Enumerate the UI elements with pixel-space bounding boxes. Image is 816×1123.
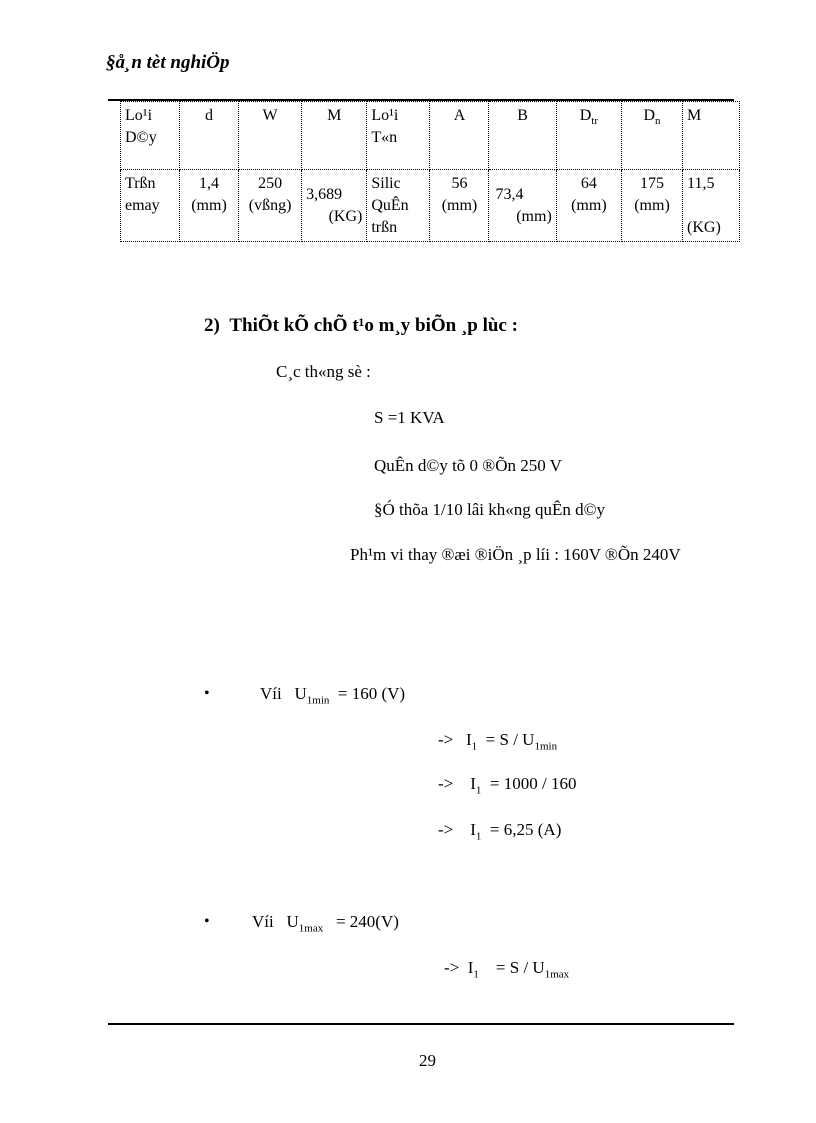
table-header-row bbox=[121, 102, 740, 170]
calc2-condition: Víi $U_{1max}$ = 240(V) bbox=[252, 912, 399, 935]
th-m: M bbox=[302, 102, 367, 170]
bullet-dot: • bbox=[204, 913, 210, 930]
param-s: S =1 KVA bbox=[374, 408, 445, 427]
td-a: 56 (mm) bbox=[430, 170, 489, 242]
param-range: Ph¹m vi thay ®æi ®iÖn ¸p líi : 160V ®Õn 240V bbox=[350, 545, 681, 564]
th-loai-day: Lo¹i D©y bbox=[121, 102, 180, 170]
th-loai-ton: Lo¹i T«n bbox=[367, 102, 430, 170]
section-heading: 2) ThiÕt kÕ chÕ t¹o m¸y biÕn ¸p lùc : bbox=[204, 315, 518, 336]
th-w: W bbox=[239, 102, 302, 170]
bullet-dot: • bbox=[204, 685, 210, 702]
td-w: 250 (vßng) bbox=[239, 170, 302, 242]
calc2-line1: -> $I_1$ = S / $U_{1max}$ bbox=[444, 958, 570, 981]
page-number: 29 bbox=[419, 1051, 436, 1070]
th-d: d bbox=[180, 102, 239, 170]
calc1-line1: -> $I_1 = S / U_{1min}$ bbox=[438, 730, 558, 753]
td-loai-ton: Silic QuÊn trßn bbox=[367, 170, 430, 242]
td-m: 3,689 (KG) bbox=[302, 170, 367, 242]
td-m2: 11,5 (KG) bbox=[683, 170, 740, 242]
th-dn: $D_n$ bbox=[621, 102, 682, 170]
running-header-title: §å¸n tèt nghiÖp bbox=[106, 52, 230, 73]
calc1-line3: -> $I_1 = 6,25$ (A) bbox=[438, 820, 562, 843]
th-m2: M bbox=[683, 102, 740, 170]
table-row bbox=[121, 170, 740, 242]
th-dtr: $D_{tr}$ bbox=[556, 102, 621, 170]
td-dn: 175 (mm) bbox=[621, 170, 682, 242]
td-d: 1,4 (mm) bbox=[180, 170, 239, 242]
param-winding: QuÊn d©y tõ 0 ®Õn 250 V bbox=[374, 456, 562, 475]
footer-rule bbox=[108, 1023, 734, 1025]
param-tap: §Ó thõa 1/10 lâi kh«ng quÊn d©y bbox=[374, 500, 606, 519]
th-b: B bbox=[489, 102, 556, 170]
spec-table bbox=[120, 101, 740, 242]
td-loai-day: Trßn emay bbox=[121, 170, 180, 242]
th-a: A bbox=[430, 102, 489, 170]
params-label: C¸c th«ng sè : bbox=[276, 362, 371, 381]
calc1-line2: -> $I_1 = 1000 / 160$ bbox=[438, 774, 577, 797]
td-b: 73,4 (mm) bbox=[489, 170, 556, 242]
td-dtr: 64 (mm) bbox=[556, 170, 621, 242]
calc1-condition: Víi $U_{1min} = 160$ (V) bbox=[260, 684, 406, 707]
